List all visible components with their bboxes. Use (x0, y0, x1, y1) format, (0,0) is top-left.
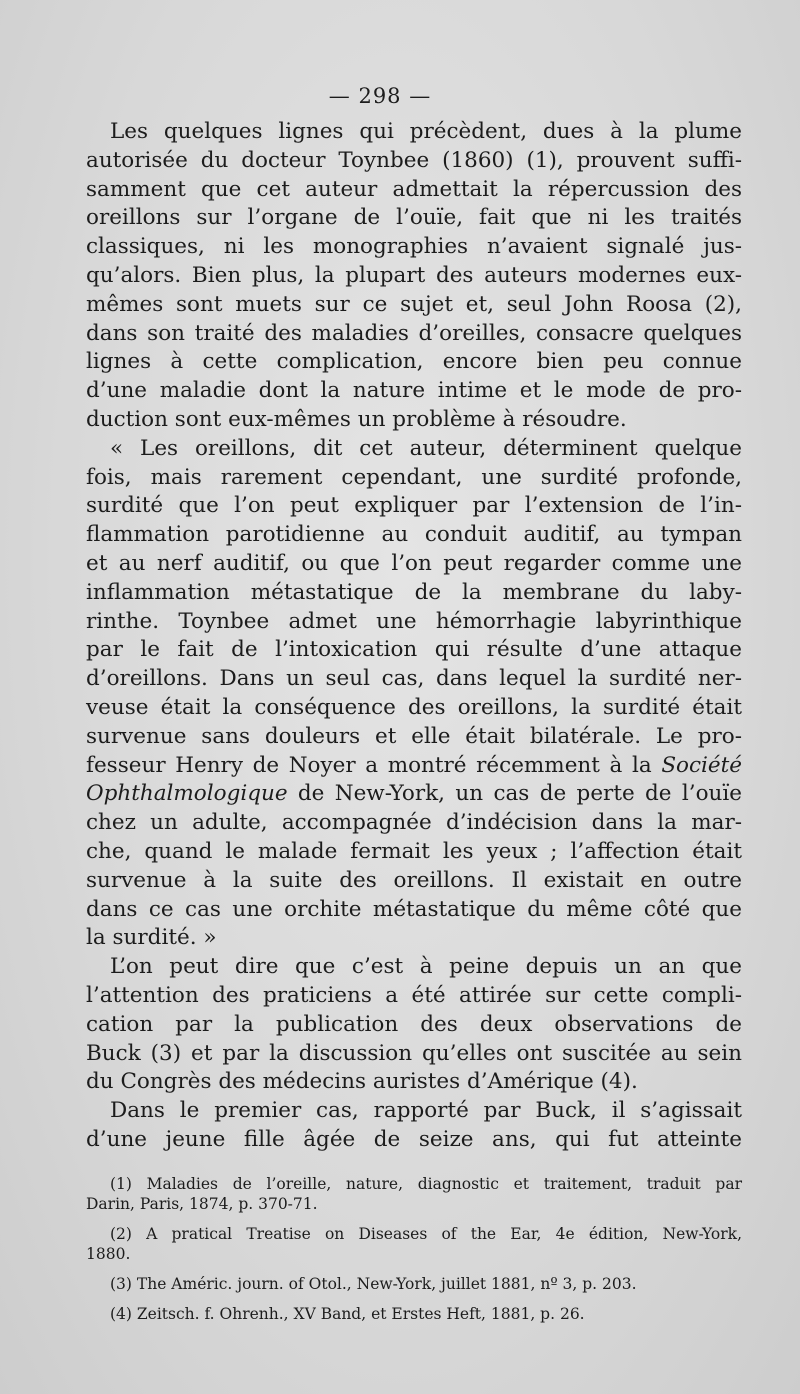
footnotes (86, 1174, 742, 1324)
text-line: du Congrès des médecins auristes d’Amérique (4). (86, 1069, 638, 1095)
text-line: fois, mais rarement cependant, une surdité profonde, (86, 464, 742, 490)
text-line: qu’alors. Bien plus, la plupart des auteurs modernes eux- (86, 262, 742, 288)
text-line: dans ce cas une orchite métastatique du même côté que (86, 896, 742, 922)
text-line: par le fait de l’intoxication qui résulte d’une attaque (86, 637, 742, 663)
text-line: survenue sans douleurs et elle était bilatérale. Le pro- (86, 723, 742, 749)
italic-fragment: Ophthalmologique (86, 781, 288, 807)
text-line: d’une maladie dont la nature intime et le mode de pro- (86, 378, 742, 404)
text-line: che, quand le malade fermait les yeux ; l’affection était (86, 838, 742, 864)
text-line: l’attention des praticiens a été attirée sur cette compli- (86, 982, 742, 1008)
text-line: Dans le premier cas, rapporté par Buck, il s’agissait (110, 1098, 742, 1124)
text-line: classiques, ni les monographies n’avaient signalé jus- (86, 234, 742, 260)
text-line: oreillons sur l’organe de l’ouïe, fait que ni les traités (86, 205, 742, 231)
text-line: d’une jeune fille âgée de seize ans, qui fut atteinte (86, 1126, 742, 1152)
text-line: mêmes sont muets sur ce sujet et, seul John Roosa (2), (86, 291, 742, 317)
text-line: « Les oreillons, dit cet auteur, déterminent quelque (110, 435, 742, 461)
text-line: Ophthalmologique de New-York, un cas de perte de l’ouïe (86, 781, 742, 807)
text-line: surdité que l’on peut expliquer par l’extension de l’in- (86, 493, 742, 519)
text-line: chez un adulte, accompagnée d’indécision dans la mar- (86, 810, 742, 836)
text-line: cation par la publication des deux observations de (86, 1011, 742, 1037)
text-line: fesseur Henry de Noyer a montré récemment à la Société (86, 752, 742, 778)
text-line: d’oreillons. Dans un seul cas, dans lequel la surdité ner- (86, 666, 742, 692)
body-text (86, 118, 742, 1155)
text-line: Buck (3) et par la discussion qu’elles ont suscitée au sein (86, 1040, 742, 1066)
text-line: inflammation métastatique de la membrane du laby- (86, 579, 742, 605)
footnote-line: Darin, Paris, 1874, p. 370-71. (86, 1195, 318, 1213)
text-line: veuse était la conséquence des oreillons, la surdité était (86, 694, 742, 720)
text-line: lignes à cette complication, encore bien peu connue (86, 349, 742, 375)
footnote-line: (4) Zeitsch. f. Ohrenh., XV Band, et Erstes Heft, 1881, p. 26. (110, 1305, 585, 1323)
text-line: flammation parotidienne au conduit auditif, au tympan (86, 522, 742, 548)
text-line: la surdité. » (86, 925, 217, 951)
text-line: samment que cet auteur admettait la répercussion des (86, 176, 742, 202)
page-number: — 298 — (328, 84, 432, 108)
italic-fragment: Société (661, 752, 742, 778)
text-line: autorisée du docteur Toynbee (1860) (1), prouvent suffi- (86, 147, 742, 173)
footnote-line: (1) Maladies de l’oreille, nature, diagnostic et traitement, traduit par (110, 1175, 742, 1193)
footnote-line: (3) The Améric. journ. of Otol., New-York, juillet 1881, nº 3, p. 203. (110, 1275, 637, 1293)
text-line: et au nerf auditif, ou que l’on peut regarder comme une (86, 550, 742, 576)
text-line: Les quelques lignes qui précèdent, dues à la plume (110, 119, 742, 144)
text-line: L’on peut dire que c’est à peine depuis un an que (110, 954, 742, 980)
text-line: duction sont eux-mêmes un problème à résoudre. (86, 406, 627, 432)
text-line: dans son traité des maladies d’oreilles, consacre quelques (86, 320, 742, 346)
text-line: survenue à la suite des oreillons. Il existait en outre (86, 867, 742, 893)
footnote-line: (2) A pratical Treatise on Diseases of the Ear, 4e édition, New-York, (110, 1225, 742, 1243)
text-line: rinthe. Toynbee admet une hémorrhagie labyrinthique (86, 608, 742, 634)
footnote-line: 1880. (86, 1245, 131, 1263)
